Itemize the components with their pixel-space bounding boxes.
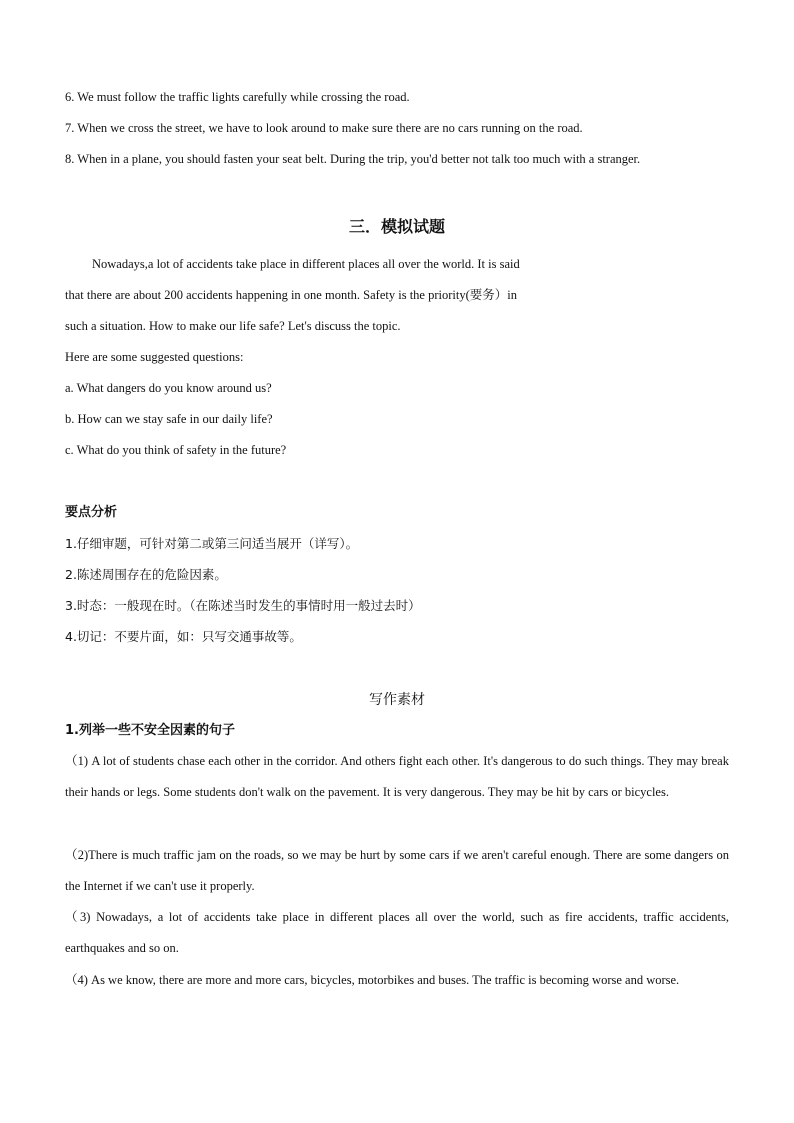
analysis-point-2: 2.陈述周围存在的危险因素。 — [65, 567, 227, 582]
question-b: b. How can we stay safe in our daily life? — [65, 412, 273, 426]
analysis-title: 要点分析 — [65, 505, 118, 520]
sentence-item-7: 7. When we cross the street, we have to look around to make sure there are no cars running on the road. — [65, 121, 583, 135]
analysis-point-1: 1.仔细审题，可针对第二或第三问适当展开（详写）。 — [65, 536, 359, 551]
prompt-line-2: that there are about 200 accidents happening in one month. Safety is the priority(要务）in — [65, 288, 517, 302]
analysis-point-4: 4.切记：不要片面，如：只写交通事故等。 — [65, 629, 302, 644]
prompt-line-1: Nowadays,a lot of accidents take place in different places all over the world. It is said — [92, 257, 520, 271]
material-paragraph-4: （4) As we know, there are more and more cars, bicycles, motorbikes and buses. The traffic is becoming worse and worse. — [65, 973, 680, 987]
sentence-item-6: 6. We must follow the traffic lights carefully while crossing the road. — [65, 90, 410, 104]
analysis-point-3: 3.时态：一般现在时。（在陈述当时发生的事情时用一般过去时） — [65, 598, 421, 613]
sentence-item-8: 8. When in a plane, you should fasten your seat belt. During the trip, you'd better not talk too much with a stranger. — [65, 152, 641, 166]
section-title-mock-test: 三．模拟试题 — [348, 217, 445, 236]
material-paragraph-3: （3) Nowadays, a lot of accidents take place in different places all over the world, such as fire accidents, traffic accidents, earthquakes and so on. — [65, 910, 729, 955]
suggested-questions-label: Here are some suggested questions: — [65, 350, 244, 364]
material-paragraph-1: （1) A lot of students chase each other in the corridor. And others fight each other. It's dangerous to do such things. They may break their hands or legs. Some students don't walk on the pavement. It is very dangerous. They may be hit by cars or bicycles. — [65, 754, 729, 799]
question-c: c. What do you think of safety in the future? — [65, 443, 287, 457]
materials-subtitle: 1.列举一些不安全因素的句子 — [65, 723, 235, 738]
materials-title: 写作素材 — [369, 692, 425, 708]
question-a: a. What dangers do you know around us? — [65, 381, 272, 395]
material-paragraph-2: （2)There is much traffic jam on the roads, so we may be hurt by some cars if we aren't careful enough. There are some dangers on the Internet if we can't use it properly. — [65, 848, 729, 893]
prompt-line-3: such a situation. How to make our life safe? Let's discuss the topic. — [65, 319, 401, 333]
